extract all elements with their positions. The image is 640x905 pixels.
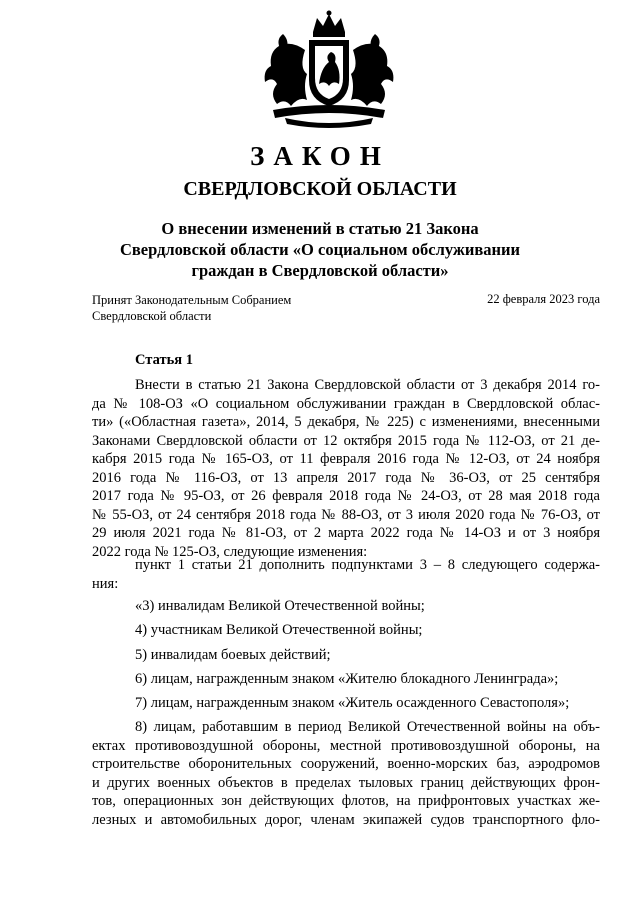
list-item-text: 5) инвалидам боевых действий; xyxy=(135,647,331,663)
list-item xyxy=(92,670,600,689)
paragraph-line: 29 июля 2021 года № 81-ОЗ, от 2 марта 2022 года № 14-ОЗ и от 3 ноября xyxy=(92,525,600,541)
paragraph-line: 2016 года № 116-ОЗ, от 13 апреля 2017 года № 36-ОЗ, от 25 сентября xyxy=(92,469,600,486)
region-heading: СВЕРДЛОВСКОЙ ОБЛАСТИ xyxy=(183,178,457,200)
list-item-line: тов, операционных зон действующих флотов, на прифронтовых участках же- xyxy=(92,793,600,809)
adopted-by xyxy=(92,292,291,324)
law-title-line: граждан в Свердловской области» xyxy=(191,261,449,280)
list-item-line: и других военных объектов в пределах тыловых границ действующих фрон- xyxy=(92,774,600,791)
list-item-text: «3) инвалидам Великой Отечественной войны; xyxy=(135,598,425,614)
paragraph-line: 2022 года № 125-ОЗ, следующие изменения: xyxy=(92,543,368,560)
adopted-by-line: Принят Законодательным Собранием xyxy=(92,293,292,307)
list-item-text: 7) лицам, награжденным знаком «Житель осажденного Севастополя»; xyxy=(135,695,570,711)
list-item xyxy=(92,621,600,640)
clause-intro xyxy=(92,556,600,593)
list-item xyxy=(92,694,600,713)
law-title-line: Свердловской области «О социальном обслуживании xyxy=(119,240,521,259)
article-heading: Статья 1 xyxy=(135,352,193,368)
clause-intro-line: ния: xyxy=(92,575,119,592)
paragraph-line: 2017 года № 95-ОЗ, от 26 февраля 2018 года № 24-ОЗ, от 28 мая 2018 года xyxy=(92,488,600,504)
list-item-text: 6) лицам, награжденным знаком «Жителю блокадного Ленинграда»; xyxy=(135,671,559,687)
clause-intro-line: пункт 1 статьи 21 дополнить подпунктами 3 – 8 следующего содержа- xyxy=(135,557,600,573)
list-item-line: строительстве оборонительных сооружений, военно-морских баз, аэродромов xyxy=(92,756,600,772)
adoption-date: 22 февраля 2023 года xyxy=(487,292,600,306)
paragraph-line: № 55-ОЗ, от 24 сентября 2018 года № 88-ОЗ, от 3 июля 2020 года № 76-ОЗ, от xyxy=(92,506,600,523)
law-title xyxy=(0,218,640,281)
list-item xyxy=(92,597,600,616)
list-item-line: 8) лицам, работавшим в период Великой Отечественной войны на объ- xyxy=(135,719,600,735)
coat-of-arms-icon xyxy=(255,10,403,132)
paragraph-line: кабря 2015 года № 165-ОЗ, от 11 февраля 2016 года № 12-ОЗ, от 24 ноября xyxy=(92,451,600,467)
paragraph-line: да № 108-ОЗ «О социальном обслуживании граждан в Свердловской облас- xyxy=(92,395,600,412)
list-item-text: 4) участникам Великой Отечественной войны; xyxy=(135,622,423,638)
list-item-8 xyxy=(92,718,600,829)
adopted-by-line: Свердловской области xyxy=(92,309,212,323)
law-heading: ЗАКОН xyxy=(250,141,390,171)
list-item-line: лезных и автомобильных дорог, членам экипажей судов транспортного фло- xyxy=(92,811,600,828)
paragraph-line: ти» («Областная газета», 2014, 5 декабря, № 225) с изменениями, внесенными xyxy=(92,414,600,430)
list-item-line: ектах противовоздушной обороны, местной противовоздушной обороны, на xyxy=(92,737,600,754)
article-paragraph xyxy=(92,376,600,561)
law-title-line: О внесении изменений в статью 21 Закона xyxy=(161,219,479,238)
paragraph-line: Внести в статью 21 Закона Свердловской области от 3 декабря 2014 го- xyxy=(135,377,600,393)
list-item xyxy=(92,646,600,665)
paragraph-line: Законами Свердловской области от 12 октября 2015 года № 112-ОЗ, от 21 де- xyxy=(92,432,600,449)
